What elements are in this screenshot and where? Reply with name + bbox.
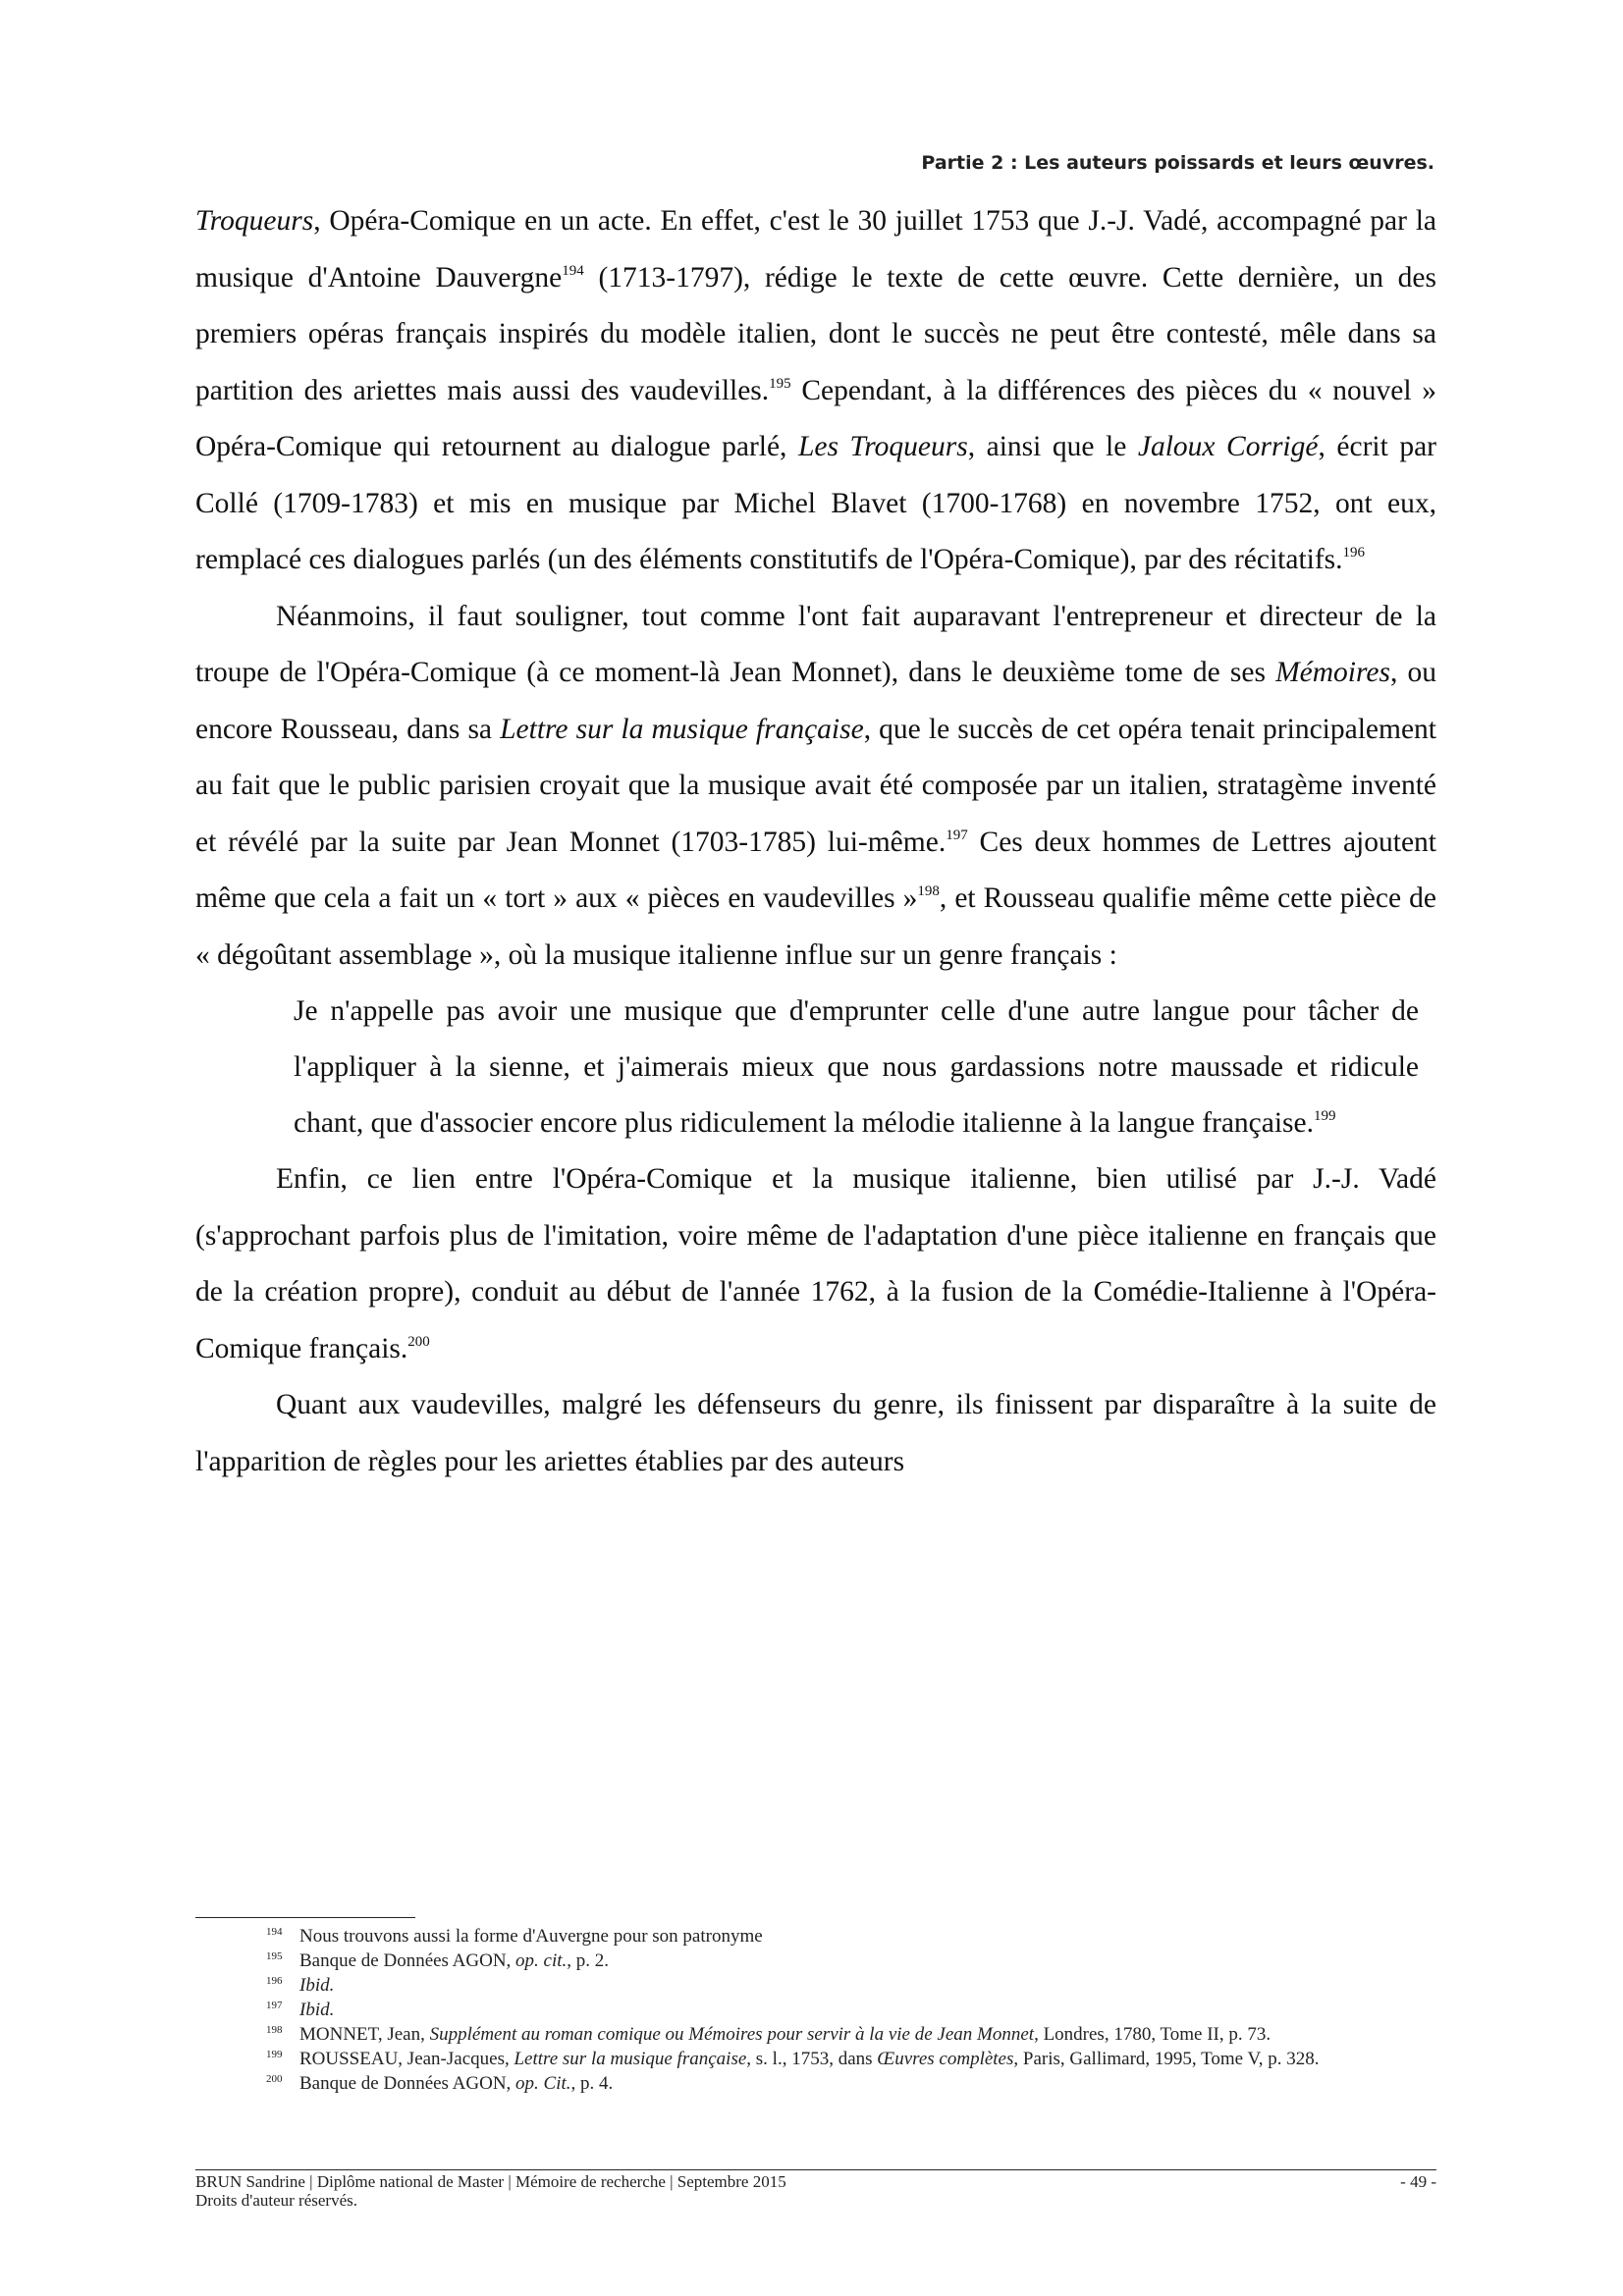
footnote-ref[interactable]: 198 xyxy=(917,883,940,899)
footnote-number: 194 xyxy=(266,1926,283,1938)
footnote-text: , Paris, Gallimard, 1995, Tome V, p. 328. xyxy=(1013,2049,1320,2069)
footnote-ref[interactable]: 199 xyxy=(1314,1108,1336,1124)
text-run: , écrit par Collé (1709-1783) et mis en musique par Michel Blavet (1700-1768) en novembre 1752, ont eux, remplacé ces dialogues parlés (un des éléments constitutifs de l'Opéra-Comique), par des récitatifs. xyxy=(195,431,1436,575)
footnote xyxy=(195,1971,1436,1996)
footer-author-line: BRUN Sandrine | Diplôme national de Master | Mémoire de recherche | Septembre 2015 xyxy=(195,2172,786,2191)
footnote-text: , p. 2. xyxy=(567,1950,610,1971)
text-run: , Opéra-Comique en un acte. En effet, c'est le 30 juillet 1753 que J.-J. Vadé, accompagné par la musique d'Antoine Dauvergne xyxy=(195,205,1436,294)
paragraph-2 xyxy=(195,589,1436,985)
page-footer xyxy=(195,2172,981,2210)
footnote-italic: op. Cit. xyxy=(515,2073,571,2094)
footnote-italic: Lettre sur la musique française xyxy=(514,2049,747,2069)
page-number: - 49 - xyxy=(1400,2172,1436,2191)
text-run: , ou encore Rousseau, dans sa xyxy=(195,657,1436,745)
footnote-text: MONNET, Jean, xyxy=(299,2024,430,2045)
footnote-text: , Londres, 1780, Tome II, p. 73. xyxy=(1034,2024,1271,2045)
text-run: Enfin, ce lien entre l'Opéra-Comique et la musique italienne, bien utilisé par J.-J. Vadé (s'approchant parfois plus de l'imitation, voire même de l'adaptation d'une pièce italienne en français que de la création propre), conduit au début de l'année 1762, à la fusion de la Comédie-Italienne à l'Opéra-Comique français. xyxy=(195,1163,1436,1364)
footnote-number: 195 xyxy=(266,1950,283,1962)
footnote-number: 197 xyxy=(266,2000,283,2011)
italic-title: Troqueurs xyxy=(195,205,314,237)
footnote-ref[interactable]: 197 xyxy=(946,827,968,843)
footnote-text: Banque de Données AGON, xyxy=(299,2073,516,2094)
footer-separator xyxy=(195,2169,1436,2170)
block-quote xyxy=(195,984,1436,1151)
footnote-text: Banque de Données AGON, xyxy=(299,1950,516,1971)
footnote xyxy=(195,1947,1436,1971)
footnote-italic: Ibid. xyxy=(299,1975,335,1996)
italic-title: Jaloux Corrigé xyxy=(1137,431,1319,462)
text-run: (1713-1797), rédige le texte de cette œuvre. Cette dernière, un des premiers opéras français inspirés du modèle italien, dont le succès ne peut être contesté, mêle dans sa partition des ariettes mais aussi des vaudevilles. xyxy=(195,261,1436,406)
text-run: Quant aux vaudevilles, malgré les défenseurs du genre, ils finissent par disparaître à la suite de l'apparition de règles pour les ariettes établies par des auteurs xyxy=(195,1389,1436,1477)
footnote-italic: op. cit. xyxy=(515,1950,568,1971)
footnote-number: 198 xyxy=(266,2024,283,2036)
text-run: Ces deux hommes de Lettres ajoutent même que cela a fait un « tort » aux « pièces en vaudevilles » xyxy=(195,826,1436,914)
footnote-separator xyxy=(195,1917,415,1918)
text-run: , que le succès de cet opéra tenait principalement au fait que le public parisien croyait que la musique avait été composée par un italien, stratagème inventé et révélé par la suite par Jean Monnet (1703-1785) lui-même. xyxy=(195,713,1436,858)
footnote-ref[interactable]: 194 xyxy=(562,262,584,279)
footnote-number: 199 xyxy=(266,2049,283,2060)
footnote-number: 200 xyxy=(266,2073,283,2085)
italic-title: Lettre sur la musique française xyxy=(500,713,864,745)
footer-rights-line: Droits d'auteur réservés. xyxy=(195,2191,357,2210)
footnote xyxy=(195,2020,1436,2045)
text-run: , et Rousseau qualifie même cette pièce de « dégoûtant assemblage », où la musique italienne influe sur un genre français : xyxy=(195,882,1436,971)
footnote xyxy=(195,1922,1436,1947)
paragraph-4 xyxy=(195,1377,1436,1490)
footnote-text: , s. l., 1753, dans xyxy=(746,2049,878,2069)
main-text xyxy=(195,193,1436,1490)
footnote-ref[interactable]: 195 xyxy=(769,375,791,392)
footnote xyxy=(195,2045,1436,2069)
footnote-italic: Œuvres complètes xyxy=(877,2049,1014,2069)
paragraph-1 xyxy=(195,193,1436,589)
paragraph-3 xyxy=(195,1151,1436,1377)
text-run: , ainsi que le xyxy=(967,431,1138,462)
footnote-text: , p. 4. xyxy=(570,2073,614,2094)
text-run: Néanmoins, il faut souligner, tout comme l'ont fait auparavant l'entrepreneur et directeur de la troupe de l'Opéra-Comique (à ce moment-là Jean Monnet), dans le deuxième tome de ses xyxy=(195,600,1436,688)
footnote-italic: Supplément au roman comique ou Mémoires pour servir à la vie de Jean Monnet xyxy=(429,2024,1035,2045)
footnote xyxy=(195,1996,1436,2020)
quote-text: Je n'appelle pas avoir une musique que d'emprunter celle d'une autre langue pour tâcher de l'appliquer à la sienne, et j'aimerais mieux que nous gardassions notre maussade et ridicule chant, que d'associer encore plus ridiculement la mélodie italienne à la langue française. xyxy=(294,995,1419,1139)
footnote-text: Nous trouvons aussi la forme d'Auvergne pour son patronyme xyxy=(299,1926,763,1947)
footnote-ref[interactable]: 196 xyxy=(1342,545,1366,561)
italic-title: Mémoires xyxy=(1275,657,1390,688)
footnotes xyxy=(195,1922,1436,2094)
italic-title: Les Troqueurs xyxy=(797,431,968,462)
running-header: Partie 2 : Les auteurs poissards et leurs œuvres. xyxy=(921,152,1434,174)
footnote-text: ROUSSEAU, Jean-Jacques, xyxy=(299,2049,514,2069)
footnote-number: 196 xyxy=(266,1975,283,1987)
footnote xyxy=(195,2069,1436,2094)
footnote-ref[interactable]: 200 xyxy=(407,1333,430,1350)
text-run: Cependant, à la différences des pièces du « nouvel » Opéra-Comique qui retournent au dialogue parlé, xyxy=(195,374,1436,462)
footnote-italic: Ibid. xyxy=(299,2000,335,2020)
